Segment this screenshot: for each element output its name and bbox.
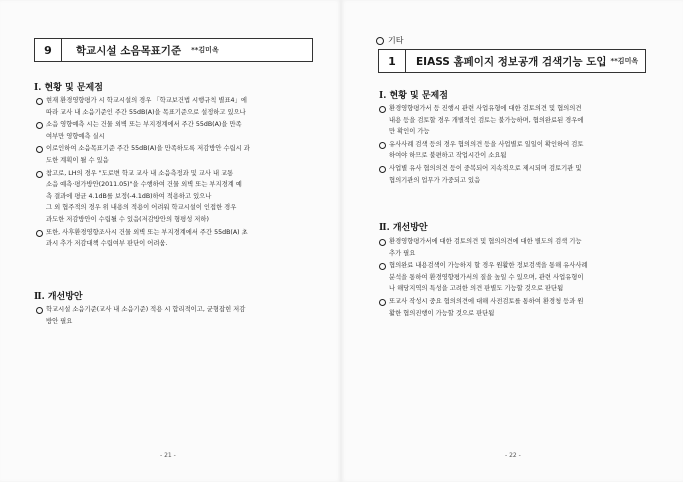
circle-bullet-icon xyxy=(36,143,46,166)
right-section1-title: Ⅰ. 현황 및 문제점 xyxy=(379,91,448,101)
bullet-item xyxy=(379,296,669,319)
left-section2-title: Ⅱ. 개선방안 xyxy=(34,292,83,302)
bullet-line: 소음 영향예측 시는 건물 외벽 또는 부지경계에서 주간 55dB(A)을 만족 xyxy=(46,121,242,129)
right-page xyxy=(341,0,683,482)
circle-bullet-icon xyxy=(36,227,46,250)
circle-bullet-icon xyxy=(379,103,389,138)
circle-bullet-icon xyxy=(36,95,46,118)
left-page xyxy=(0,0,341,482)
bullet-line: 협의기관의 업무가 가중되고 있음 xyxy=(389,176,481,184)
bullet-line: 또한, 사후환경영향조사시 건물 외벽 또는 부지경계에서 주간 55dB(A) 초 xyxy=(46,228,248,236)
bullet-line: 따라 교사 내 소음기준인 주간 55dB(A)을 목표기준으로 설정하고 있으나 xyxy=(46,108,246,116)
bullet-item xyxy=(36,143,326,166)
bullet-line: 그 외 협주적의 경우 위 내용의 적용이 어려워 학교시설이 인접한 경우 xyxy=(46,204,237,212)
right-section-header xyxy=(378,49,646,73)
bullet-line: 유사사례 검색 등의 경우 협의의견 등을 사업별로 일일이 확인하여 검토 xyxy=(389,140,584,148)
section-number: 9 xyxy=(35,39,62,61)
bullet-line: 추가 필요 xyxy=(389,249,416,257)
bullet-line: 소음 예측·평가방안(2011.05)"을 수행하여 건물 외벽 또는 부지경계 예 xyxy=(46,181,242,189)
bullet-item xyxy=(379,236,669,259)
circle-bullet-icon xyxy=(36,304,46,327)
bullet-line: 환경영향평가서에 대한 검토의견 및 협의의견에 대한 별도의 검색 기능 xyxy=(389,238,582,245)
bullet-line: 현재 환경영향평가 시 학교시설의 경우 「학교보건법 시행규칙 별표4」에 xyxy=(46,97,247,104)
bullet-line: 또교사 작성시 중요 협의의견에 대해 사전검토를 통하여 환경청 등과 원 xyxy=(389,298,584,305)
bullet-line: 과시 추가 저감대책 수립여부 판단이 어려움. xyxy=(46,240,168,248)
circle-bullet-icon xyxy=(379,163,389,186)
right-page-number: - 22 - xyxy=(505,452,521,459)
circle-bullet-icon xyxy=(36,168,46,226)
bullet-line: 환경영향평가서 등 진행시 관련 사업유형에 대한 검토의견 및 협의의견 xyxy=(389,105,582,112)
circle-bullet-icon xyxy=(379,139,389,162)
bullet-line: 나 해당지역의 특성을 고려한 의견 판별도 기능할 것으로 판단됨 xyxy=(389,285,564,293)
left-section-header xyxy=(34,38,313,62)
circle-bullet-icon xyxy=(379,236,389,259)
etc-label: 기타 xyxy=(376,35,403,46)
bullet-line: 참고로, LH의 경우 "도로변 학교 교사 내 소음측정과 및 교사 내 교통 xyxy=(46,169,234,177)
right-section2-title: Ⅱ. 개선방안 xyxy=(379,223,428,233)
section-title: 학교시설 소음목표기준 xyxy=(76,44,182,57)
bullet-line: 분석을 통하여 환경영향평가서의 질을 높일 수 있으며, 관련 사업유형이 xyxy=(389,273,584,281)
circle-bullet-icon xyxy=(36,119,46,142)
bullet-line: 도한 계획이 될 수 있음 xyxy=(46,156,109,164)
bullet-line: 과도한 저감방안이 수립될 수 있음(저감방안의 형평성 저하) xyxy=(46,215,209,223)
bullet-line: 방안 필요 xyxy=(46,317,73,325)
bullet-line: 내용 등을 검토할 경우 개별적인 검토는 불가능하며, 협의완료된 경우에 xyxy=(389,116,584,124)
author-name: **김미옥 xyxy=(610,57,639,65)
bullet-item xyxy=(379,163,669,186)
bullet-line: 사업별 유사 협의의견 등이 중복되어 지속적으로 제시되며 검토기관 및 xyxy=(389,165,582,172)
bullet-item xyxy=(36,304,326,327)
left-section1-title: Ⅰ. 현황 및 문제점 xyxy=(34,83,103,93)
bullet-line: 활한 협의진행이 가능할 것으로 판단됨 xyxy=(389,309,495,317)
bullet-item xyxy=(36,119,326,142)
bullet-item xyxy=(379,139,669,162)
bullet-item xyxy=(36,227,326,250)
section-number: 1 xyxy=(379,50,406,72)
bullet-line: 이로인하여 소음목표기준 주간 55dB(A)을 만족하도록 저감방안 수립시 과 xyxy=(46,145,250,153)
bullet-item xyxy=(36,168,326,226)
bullet-line: 하여야 하므로 불편하고 작업시간이 소요됨 xyxy=(389,152,507,160)
bullet-item xyxy=(379,260,669,295)
bullet-line: 학교시설 소음기준(교사 내 소음기준) 적용 시 합리적이고, 균형잡힌 저감 xyxy=(46,306,246,313)
section-title: EIASS 홈페이지 정보공개 검색기능 도입 xyxy=(416,55,607,68)
bullet-line: 만 확인이 가능 xyxy=(389,128,430,136)
bullet-item xyxy=(379,103,669,138)
circle-bullet-icon xyxy=(379,260,389,295)
bullet-line: 협의완료 내용검색이 가능하지 할 경우 원활한 정보검색을 통해 유사사례 xyxy=(389,262,588,270)
bullet-item xyxy=(36,95,326,118)
circle-bullet-icon xyxy=(376,37,384,45)
circle-bullet-icon xyxy=(379,296,389,319)
left-page-number: - 21 - xyxy=(160,452,176,459)
bullet-line: 여부만 영향예측 실시 xyxy=(46,132,105,140)
author-name: **김미옥 xyxy=(191,46,219,54)
bullet-line: 측 결과에 평균 4.1dB를 보정(-4.1dB)하여 적용하고 있으나 xyxy=(46,192,212,200)
